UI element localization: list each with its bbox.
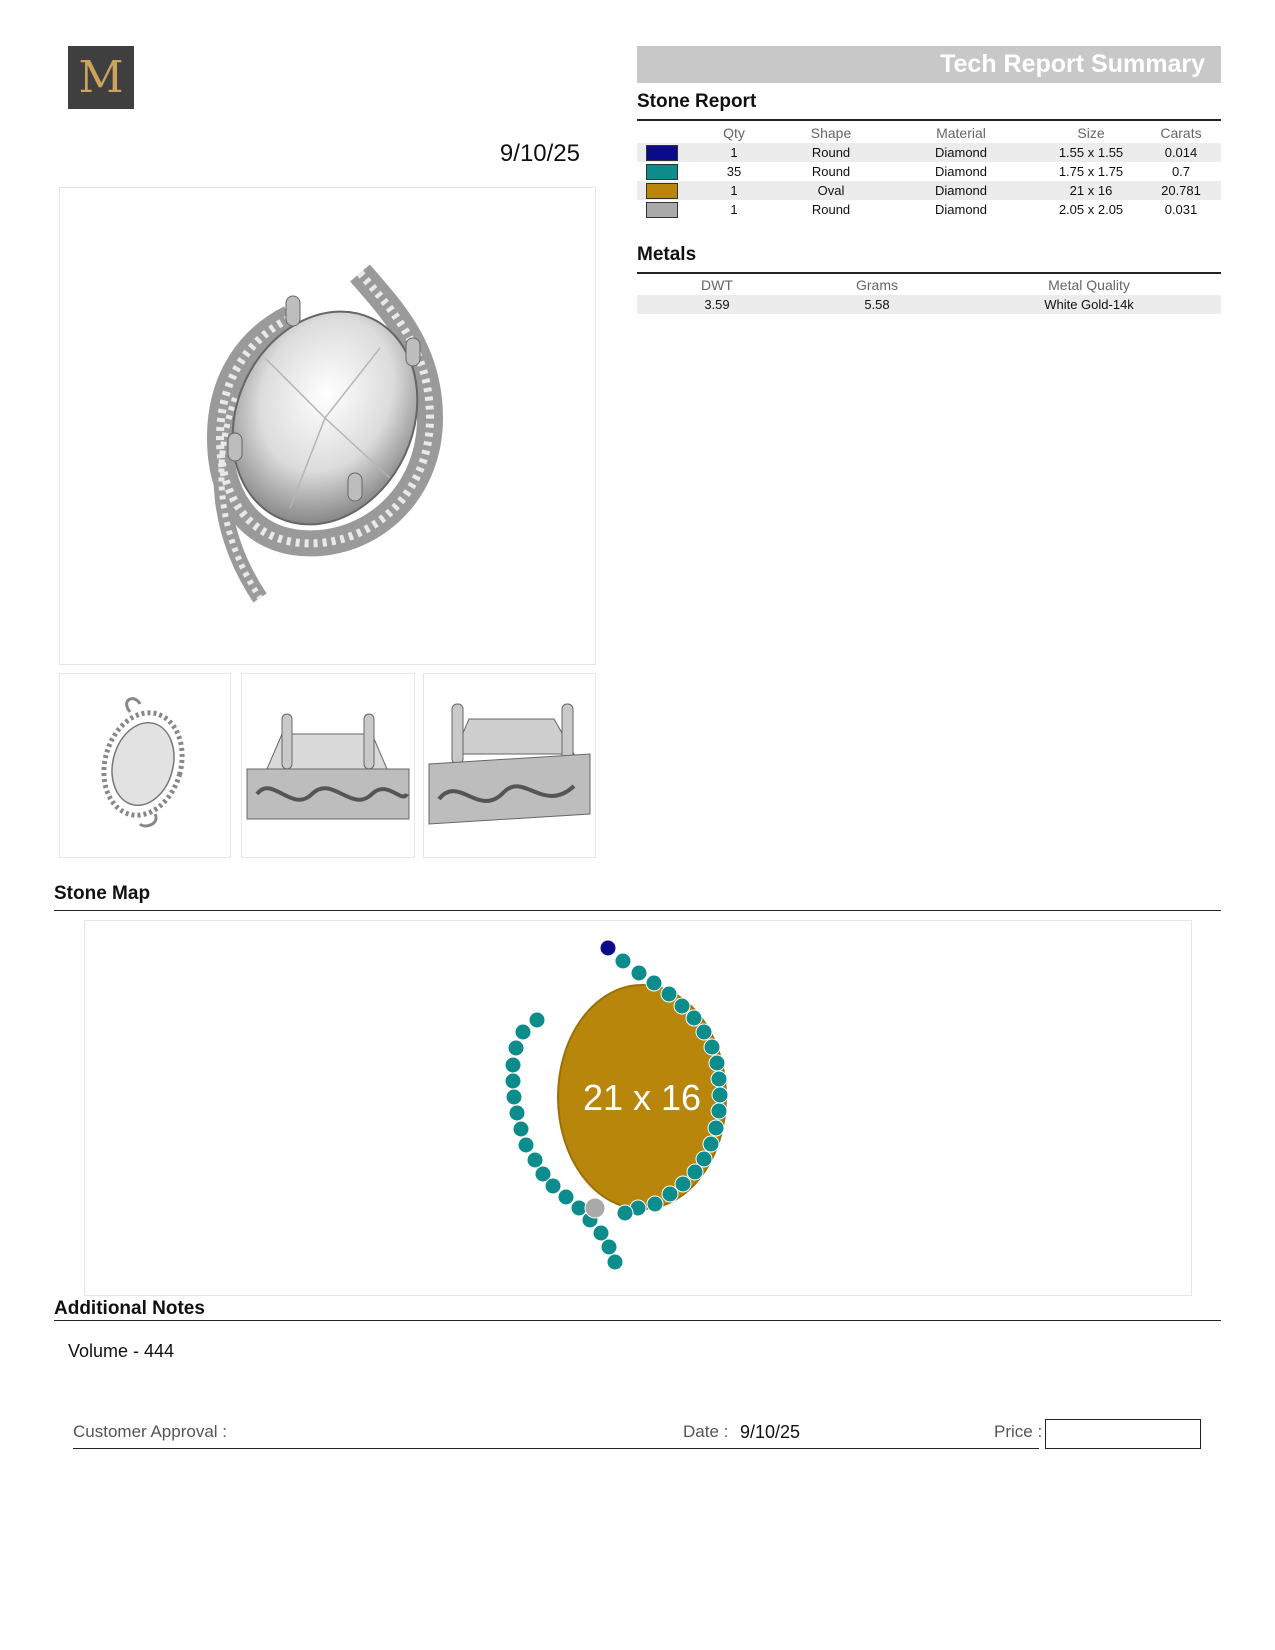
accent-stone: [505, 1057, 521, 1073]
size-cell: 1.55 x 1.55: [1041, 143, 1141, 162]
qty-cell: 1: [687, 181, 781, 200]
accent-stone: [515, 1024, 531, 1040]
main-ring-render: [59, 187, 596, 665]
ring-angle-view-thumbnail: [423, 673, 596, 858]
report-header-bar: [637, 46, 1221, 83]
accent-stone: [518, 1137, 534, 1153]
column-header-grams: Grams: [856, 276, 898, 293]
accent-stone: [646, 975, 662, 991]
metals-title: Metals: [637, 244, 697, 265]
stone-map-diagram: [84, 920, 1192, 1296]
stone-map-title: Stone Map: [54, 883, 151, 904]
stone-color-swatch: [646, 164, 678, 180]
qty-cell: 35: [726, 164, 742, 179]
table-row: [637, 162, 1221, 181]
accent-stone: [607, 1254, 623, 1270]
accent-stone: [615, 953, 631, 969]
column-header-carats: Carats: [1160, 124, 1202, 141]
notes-text: Volume - 444: [68, 1341, 175, 1361]
divider: [54, 910, 1221, 911]
ring-top-view-thumbnail: [59, 673, 231, 858]
table-row: [637, 143, 1221, 162]
accent-stone: [506, 1089, 522, 1105]
logo-letter: M: [78, 52, 124, 103]
shape-cell: Round: [811, 164, 851, 179]
shape-cell: Oval: [781, 181, 881, 200]
column-header-dwt: DWT: [701, 276, 733, 293]
material-cell: Diamond: [934, 164, 988, 179]
accent-stone: [527, 1152, 543, 1168]
shape-cell: Round: [781, 143, 881, 162]
shape-cell: Round: [811, 202, 851, 217]
stone-color-swatch: [646, 202, 678, 218]
table-row: [637, 295, 1221, 314]
accent-stone: [529, 1012, 545, 1028]
accent-stone: [601, 1239, 617, 1255]
table-row: [637, 181, 1221, 200]
accent-stone: [708, 1120, 724, 1136]
size-cell: 21 x 16: [1041, 181, 1141, 200]
accent-stone: [513, 1121, 529, 1137]
qty-cell: 1: [730, 202, 738, 217]
accent-stone: [661, 986, 677, 1002]
small-accent-stone: [600, 940, 616, 956]
signature-line[interactable]: [73, 1448, 1039, 1449]
table-header-row: [637, 122, 1221, 143]
company-logo: [68, 46, 134, 109]
accent-stone: [712, 1087, 728, 1103]
carats-cell: 0.031: [1164, 202, 1198, 217]
price-label: Price :: [994, 1422, 1043, 1441]
accent-stone: [545, 1178, 561, 1194]
accent-stone: [662, 1186, 678, 1202]
accent-stone: [505, 1073, 521, 1089]
ring-side-view-thumbnail: [241, 673, 415, 858]
stone-report-title: Stone Report: [637, 91, 757, 112]
carats-cell: 0.014: [1141, 143, 1221, 162]
accent-stone: [647, 1196, 663, 1212]
size-cell: 1.75 x 1.75: [1058, 164, 1124, 179]
accent-stone: [508, 1040, 524, 1056]
grams-cell: 5.58: [797, 295, 957, 314]
accent-stone: [558, 1189, 574, 1205]
accent-stone: [631, 965, 647, 981]
accent-stone: [711, 1103, 727, 1119]
material-cell: Diamond: [881, 181, 1041, 200]
additional-notes-title: Additional Notes: [54, 1298, 205, 1319]
accent-stone: [674, 998, 690, 1014]
table-row: [637, 200, 1221, 219]
qty-cell: 1: [687, 143, 781, 162]
approval-date-label: Date :: [683, 1422, 729, 1441]
report-title: Tech Report Summary: [940, 50, 1205, 78]
material-cell: Diamond: [934, 202, 988, 217]
dwt-cell: 3.59: [637, 295, 797, 314]
stone-report-table: [637, 122, 1221, 219]
carats-cell: 20.781: [1141, 181, 1221, 200]
approval-date-value: 9/10/25: [740, 1422, 801, 1442]
table-header-row: [637, 274, 1221, 295]
divider: [637, 119, 1221, 121]
accent-stone: [687, 1164, 703, 1180]
metals-table: [637, 274, 1221, 314]
accent-stone: [593, 1225, 609, 1241]
column-header-metal-quality: Metal Quality: [1048, 276, 1130, 293]
accent-stone: [703, 1136, 719, 1152]
accent-stone: [704, 1039, 720, 1055]
center-stone-label: 21 x 16: [582, 1077, 702, 1118]
divider: [54, 1320, 1221, 1321]
price-input-box[interactable]: [1045, 1419, 1201, 1449]
metal-quality-cell: White Gold-14k: [957, 295, 1221, 314]
size-cell: 2.05 x 2.05: [1058, 202, 1124, 217]
accent-stone: [675, 1176, 691, 1192]
column-header-shape: Shape: [810, 124, 852, 141]
accent-stone: [686, 1010, 702, 1026]
customer-approval-label: Customer Approval :: [73, 1422, 228, 1441]
column-header-size: Size: [1077, 124, 1105, 141]
accent-stone: [617, 1205, 633, 1221]
accent-stone: [709, 1055, 725, 1071]
column-header-material: Material: [936, 124, 986, 141]
accent-stone: [509, 1105, 525, 1121]
accent-stone: [696, 1024, 712, 1040]
document-date: 9/10/25: [499, 140, 580, 167]
stone-color-swatch: [646, 145, 678, 161]
carats-cell: 0.7: [1171, 164, 1191, 179]
gray-accent-stone: [585, 1198, 605, 1218]
column-header-qty: Qty: [723, 124, 745, 141]
accent-stone: [711, 1071, 727, 1087]
material-cell: Diamond: [881, 143, 1041, 162]
stone-color-swatch: [646, 183, 678, 199]
